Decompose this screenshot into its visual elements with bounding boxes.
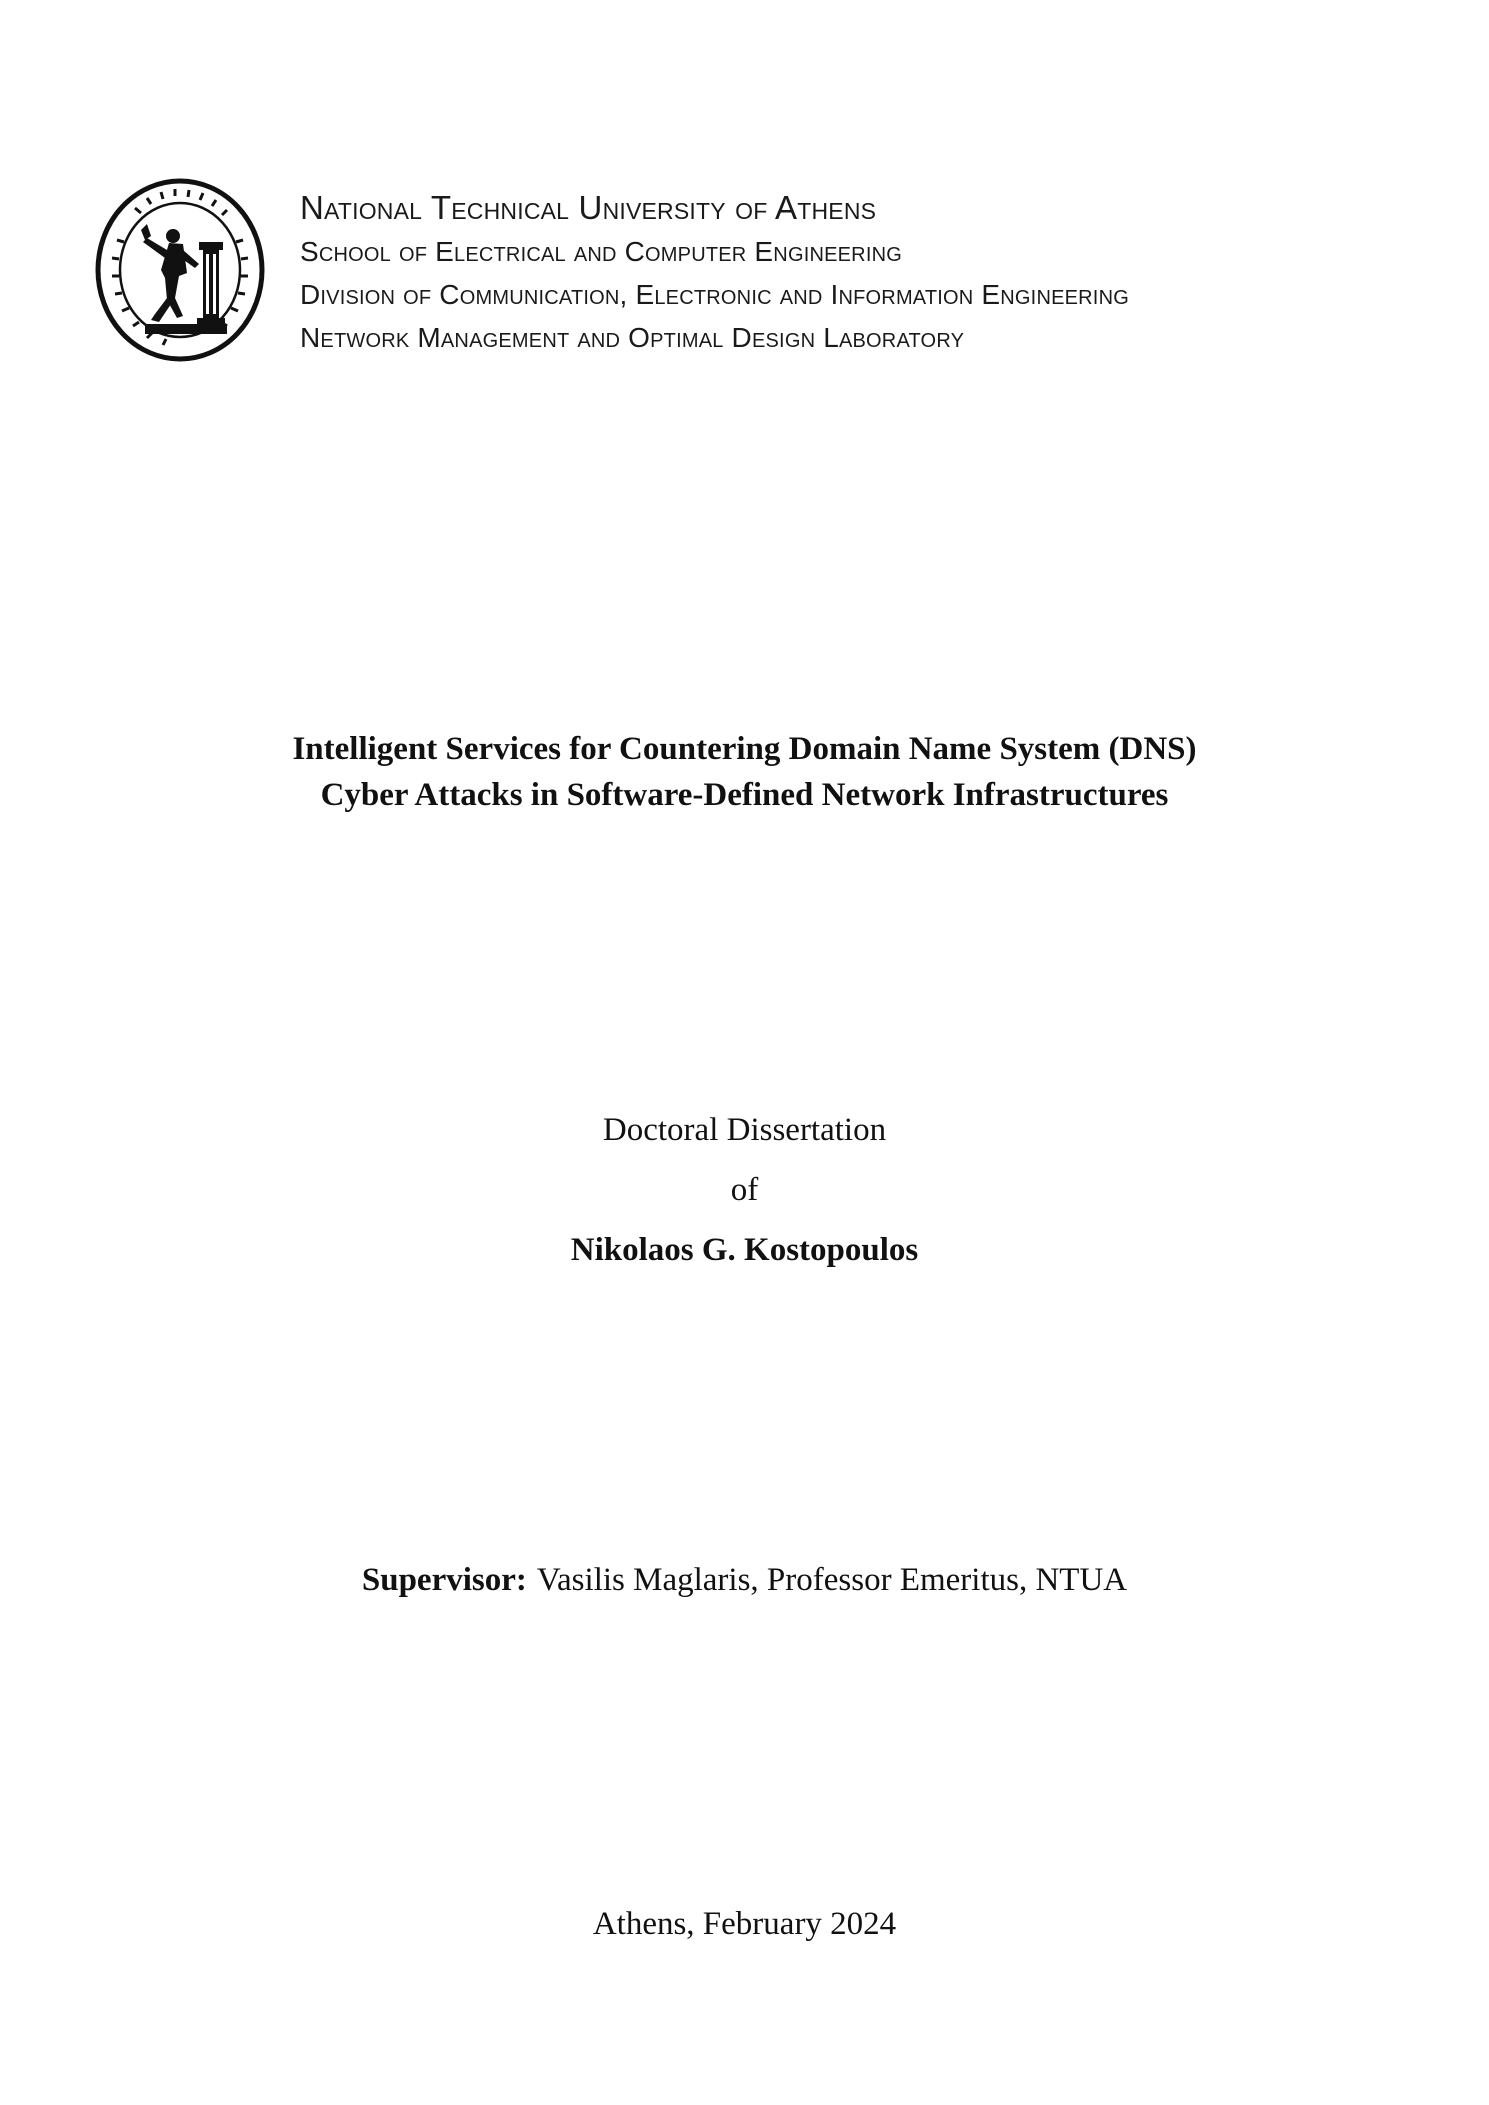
dissertation-info bbox=[0, 1104, 1489, 1284]
title-line-2: Cyber Attacks in Software-Defined Network Infrastructures bbox=[320, 777, 1169, 813]
supervisor-label: Supervisor: bbox=[361, 1562, 527, 1598]
title-line-1: Intelligent Services for Countering Domain Name System (DNS) bbox=[292, 731, 1197, 767]
university-name: National Technical University of Athens bbox=[300, 189, 877, 226]
school-name: School of Electrical and Computer Engineering bbox=[300, 236, 902, 267]
division-name: Division of Communication, Electronic and Information Engineering bbox=[300, 279, 1129, 310]
dissertation-type: Doctoral Dissertation bbox=[602, 1112, 887, 1148]
supervisor-value: Vasilis Maglaris, Professor Emeritus, NTUA bbox=[536, 1562, 1128, 1598]
place-date: Athens, February 2024 bbox=[592, 1906, 897, 1942]
author-name: Nikolaos G. Kostopoulos bbox=[570, 1232, 919, 1268]
university-seal-icon bbox=[95, 178, 265, 362]
supervisor-line bbox=[0, 1562, 1489, 1599]
institution-header bbox=[300, 186, 1450, 359]
laboratory-name: Network Management and Optimal Design Laboratory bbox=[300, 322, 965, 353]
dissertation-title bbox=[0, 726, 1489, 818]
of-label: of bbox=[730, 1172, 759, 1208]
